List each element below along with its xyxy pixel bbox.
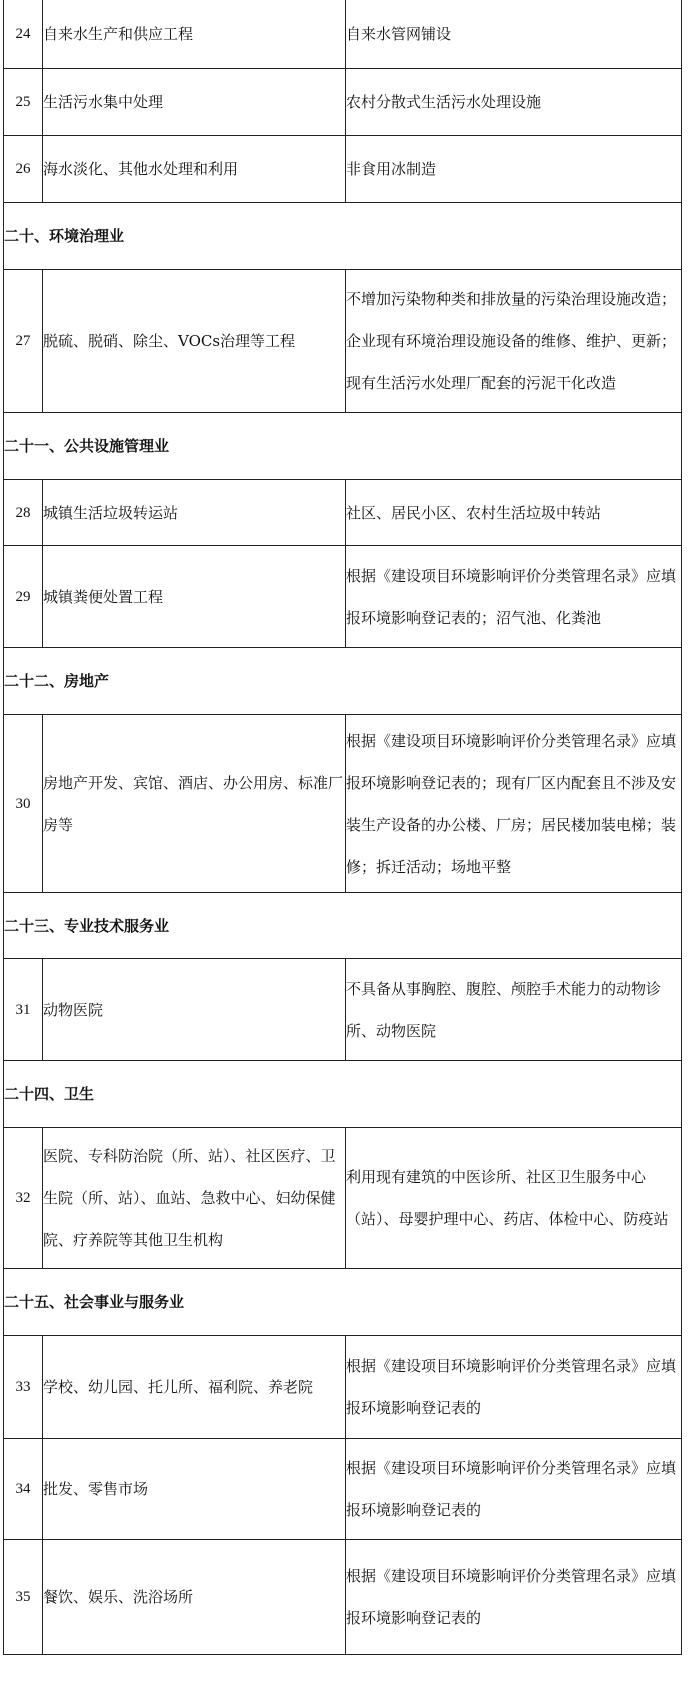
table-row: [4, 69, 682, 136]
exemption-scope: 非食用冰制造: [346, 136, 682, 203]
project-name: 批发、零售市场: [43, 1439, 346, 1540]
table-row: [4, 0, 682, 69]
table-row: [4, 1439, 682, 1540]
section-header-row: [4, 893, 682, 959]
exemption-scope: 不具备从事胸腔、腹腔、颅腔手术能力的动物诊所、动物医院: [346, 959, 682, 1061]
item-number: 34: [4, 1439, 43, 1540]
exemption-scope: 根据《建设项目环境影响评价分类管理名录》应填报环境影响登记表的；现有厂区内配套且不涉及安装生产设备的办公楼、厂房；居民楼加装电梯；装修；拆迁活动；场地平整: [346, 715, 682, 893]
project-name: 医院、专科防治院（所、站）、社区医疗、卫生院（所、站）、血站、急救中心、妇幼保健院、疗养院等其他卫生机构: [43, 1128, 346, 1269]
project-name: 学校、幼儿园、托儿所、福利院、养老院: [43, 1336, 346, 1439]
item-number: 28: [4, 480, 43, 546]
section-header-row: [4, 203, 682, 270]
table-row: [4, 1540, 682, 1655]
project-category-table: [3, 0, 682, 1655]
item-number: 30: [4, 715, 43, 893]
section-header-row: [4, 413, 682, 480]
section-title: 二十一、公共设施管理业: [4, 413, 682, 480]
exemption-scope: 利用现有建筑的中医诊所、社区卫生服务中心（站）、母婴护理中心、药店、体检中心、防疫站: [346, 1128, 682, 1269]
section-header-row: [4, 1269, 682, 1336]
project-name: 脱硫、脱硝、除尘、VOCs治理等工程: [43, 270, 346, 413]
table-row: [4, 1336, 682, 1439]
section-title: 二十二、房地产: [4, 648, 682, 715]
table-row: [4, 715, 682, 893]
exemption-scope: 自来水管网铺设: [346, 0, 682, 69]
table-row: [4, 546, 682, 648]
section-header-row: [4, 648, 682, 715]
item-number: 24: [4, 0, 43, 69]
item-number: 33: [4, 1336, 43, 1439]
project-name: 动物医院: [43, 959, 346, 1061]
section-title: 二十三、专业技术服务业: [4, 893, 682, 959]
project-name: 房地产开发、宾馆、酒店、办公用房、标准厂房等: [43, 715, 346, 893]
item-number: 25: [4, 69, 43, 136]
project-name: 生活污水集中处理: [43, 69, 346, 136]
project-name: 餐饮、娱乐、洗浴场所: [43, 1540, 346, 1655]
section-title: 二十、环境治理业: [4, 203, 682, 270]
item-number: 31: [4, 959, 43, 1061]
exemption-scope: 社区、居民小区、农村生活垃圾中转站: [346, 480, 682, 546]
exemption-scope: 根据《建设项目环境影响评价分类管理名录》应填报环境影响登记表的: [346, 1336, 682, 1439]
table-row: [4, 136, 682, 203]
table-row: [4, 270, 682, 413]
exemption-scope: 农村分散式生活污水处理设施: [346, 69, 682, 136]
project-name: 自来水生产和供应工程: [43, 0, 346, 69]
item-number: 35: [4, 1540, 43, 1655]
exemption-scope: 不增加污染物种类和排放量的污染治理设施改造；企业现有环境治理设施设备的维修、维护、更新；现有生活污水处理厂配套的污泥干化改造: [346, 270, 682, 413]
table-row: [4, 480, 682, 546]
item-number: 26: [4, 136, 43, 203]
project-name: 城镇粪便处置工程: [43, 546, 346, 648]
exemption-scope: 根据《建设项目环境影响评价分类管理名录》应填报环境影响登记表的；沼气池、化粪池: [346, 546, 682, 648]
item-number: 27: [4, 270, 43, 413]
table-row: [4, 1128, 682, 1269]
section-header-row: [4, 1061, 682, 1128]
table-row: [4, 959, 682, 1061]
exemption-scope: 根据《建设项目环境影响评价分类管理名录》应填报环境影响登记表的: [346, 1540, 682, 1655]
section-title: 二十四、卫生: [4, 1061, 682, 1128]
item-number: 29: [4, 546, 43, 648]
project-name: 城镇生活垃圾转运站: [43, 480, 346, 546]
project-name: 海水淡化、其他水处理和利用: [43, 136, 346, 203]
exemption-scope: 根据《建设项目环境影响评价分类管理名录》应填报环境影响登记表的: [346, 1439, 682, 1540]
section-title: 二十五、社会事业与服务业: [4, 1269, 682, 1336]
item-number: 32: [4, 1128, 43, 1269]
